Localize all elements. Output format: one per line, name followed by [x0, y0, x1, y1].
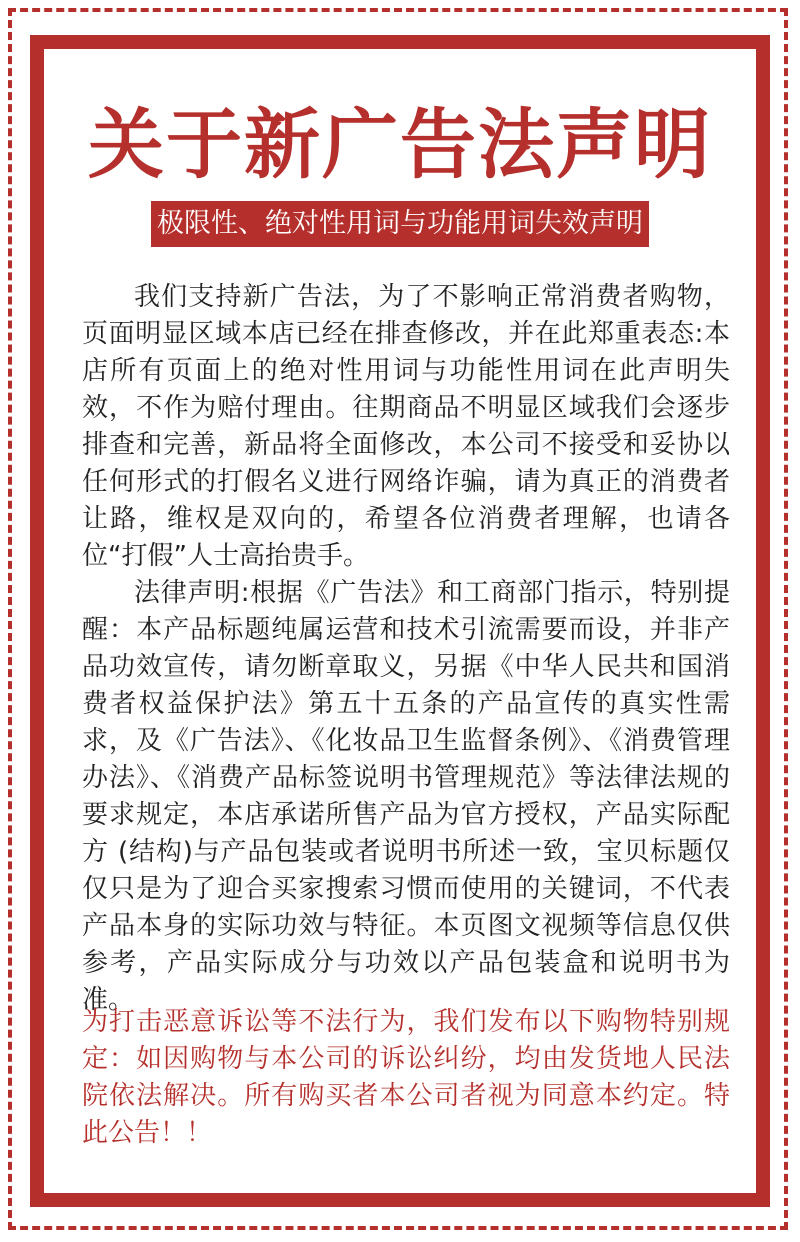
announcement-panel	[30, 35, 770, 1207]
statement-paragraph-support: 我们支持新广告法，为了不影响正常消费者购物，页面明显区域本店已经在排查修改，并在此郑重表态:本店所有页面上的绝对性用词与功能性用词在此声明失效，不作为赔付理由。往期商品不明显区域我们会逐步排查和完善，新品将全面修改，本公司不接受和妥协以任何形式的打假名义进行网络诈骗，请为真正的消费者让路，维权是双向的，希望各位消费者理解，也请各位“打假”人士高抬贵手。	[82, 282, 730, 571]
statement-paragraph-legal: 法律声明:根据《广告法》和工商部门指示，特别提醒：本产品标题纯属运营和技术引流需要而设，并非产品功效宣传，请勿断章取义，另据《中华人民共和国消费者权益保护法》第五十五条的产品宣传的真实性需求，及《广告法》、《化妆品卫生监督条例》、《消费管理办法》、《消费产品标签说明书管理规范》等法律法规的要求规定，本店承诺所售产品为官方授权，产品实际配方 (结构)与产品包装或者说明书所述一致，宝贝标题仅仅只是为了迎合买家搜索习惯而使用的关键词，不代表产品本身的实际功效与特征。本页图文视频等信息仅供参考，产品实际成分与功效以产品包装盒和说明书为准。	[82, 578, 730, 1015]
special-notice: 为打击恶意诉讼等不法行为，我们发布以下购物特别规定：如因购物与本公司的诉讼纠纷，均由发货地人民法院依法解决。所有购买者本公司者视为同意本约定。特此公告！！	[82, 1007, 730, 1148]
statement-body	[82, 279, 730, 1019]
subtitle-banner: 极限性、绝对性用词与功能用词失效声明	[151, 201, 649, 247]
page-title: 关于新广告法声明	[88, 100, 712, 189]
